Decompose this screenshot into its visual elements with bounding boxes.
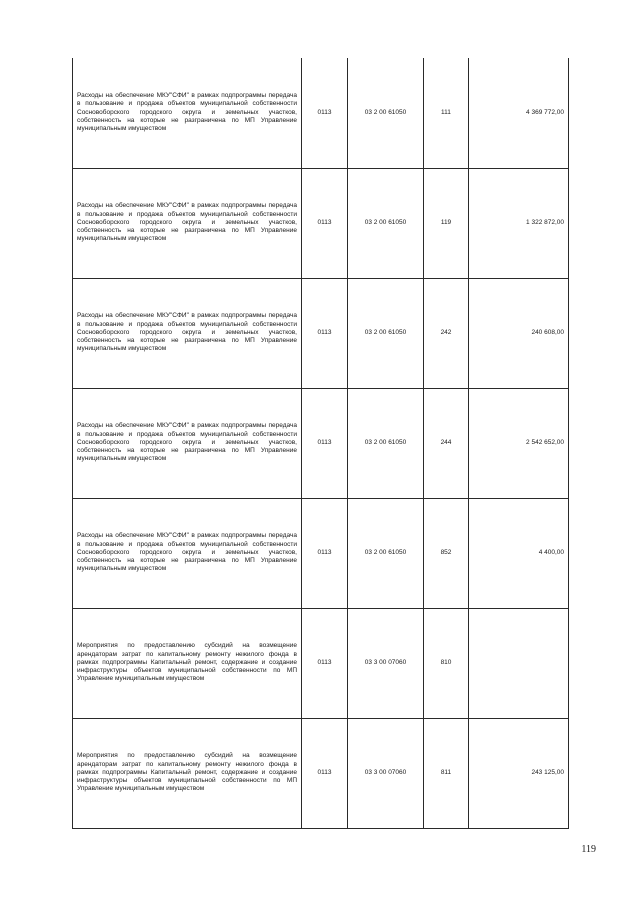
table-row [73,388,569,498]
section-code-cell: 0113 [302,718,348,828]
expense-name-cell: Мероприятия по предоставлению субсидий на возмещение арендаторам затрат по капитальному ремонту нежилого фонда в рамках подпрограммы Капитальный ремонт, содержание и создание инфраструктуры объектов муниципальной собственности по МП Управление муниципальным имуществом [73,608,302,718]
target-article-cell: 03 2 00 61050 [348,498,424,608]
budget-table [72,58,569,829]
target-article-cell: 03 2 00 61050 [348,388,424,498]
section-code-cell: 0113 [302,388,348,498]
expense-type-cell: 242 [424,278,469,388]
table-row [73,278,569,388]
expense-type-cell: 119 [424,168,469,278]
section-code-cell: 0113 [302,498,348,608]
amount-cell: 2 542 652,00 [469,388,569,498]
table-row [73,718,569,828]
expense-name-cell: Расходы на обеспечение МКУ"СФИ" в рамках подпрограммы передача в пользование и продажа объектов муниципальной собственности Сосновоборского городского округа и земельных участков, собственность на которые не разграничена по МП Управление муниципальным имуществом [73,278,302,388]
amount-cell: 4 369 772,00 [469,58,569,168]
expense-name-cell: Расходы на обеспечение МКУ"СФИ" в рамках подпрограммы передача в пользование и продажа объектов муниципальной собственности Сосновоборского городского округа и земельных участков, собственность на которые не разграничена по МП Управление муниципальным имуществом [73,58,302,168]
amount-cell [469,608,569,718]
expense-name-cell: Расходы на обеспечение МКУ"СФИ" в рамках подпрограммы передача в пользование и продажа объектов муниципальной собственности Сосновоборского городского округа и земельных участков, собственность на которые не разграничена по МП Управление муниципальным имуществом [73,168,302,278]
amount-cell: 1 322 872,00 [469,168,569,278]
expense-type-cell: 111 [424,58,469,168]
section-code-cell: 0113 [302,608,348,718]
target-article-cell: 03 2 00 61050 [348,168,424,278]
expense-type-cell: 811 [424,718,469,828]
target-article-cell: 03 2 00 61050 [348,278,424,388]
expense-type-cell: 852 [424,498,469,608]
table-row [73,498,569,608]
target-article-cell: 03 2 00 61050 [348,58,424,168]
expense-name-cell: Расходы на обеспечение МКУ"СФИ" в рамках подпрограммы передача в пользование и продажа объектов муниципальной собственности Сосновоборского городского округа и земельных участков, собственность на которые не разграничена по МП Управление муниципальным имуществом [73,388,302,498]
amount-cell: 4 400,00 [469,498,569,608]
table-row [73,58,569,168]
section-code-cell: 0113 [302,278,348,388]
table-row [73,168,569,278]
expense-name-cell: Мероприятия по предоставлению субсидий на возмещение арендаторам затрат по капитальному ремонту нежилого фонда в рамках подпрограммы Капитальный ремонт, содержание и создание инфраструктуры объектов муниципальной собственности по МП Управление муниципальным имуществом [73,718,302,828]
section-code-cell: 0113 [302,58,348,168]
table-row [73,608,569,718]
expense-type-cell: 810 [424,608,469,718]
amount-cell: 243 125,00 [469,718,569,828]
target-article-cell: 03 3 00 07060 [348,718,424,828]
section-code-cell: 0113 [302,168,348,278]
amount-cell: 240 608,00 [469,278,569,388]
page-number: 119 [581,844,596,855]
target-article-cell: 03 3 00 07060 [348,608,424,718]
expense-type-cell: 244 [424,388,469,498]
expense-name-cell: Расходы на обеспечение МКУ"СФИ" в рамках подпрограммы передача в пользование и продажа объектов муниципальной собственности Сосновоборского городского округа и земельных участков, собственность на которые не разграничена по МП Управление муниципальным имуществом [73,498,302,608]
